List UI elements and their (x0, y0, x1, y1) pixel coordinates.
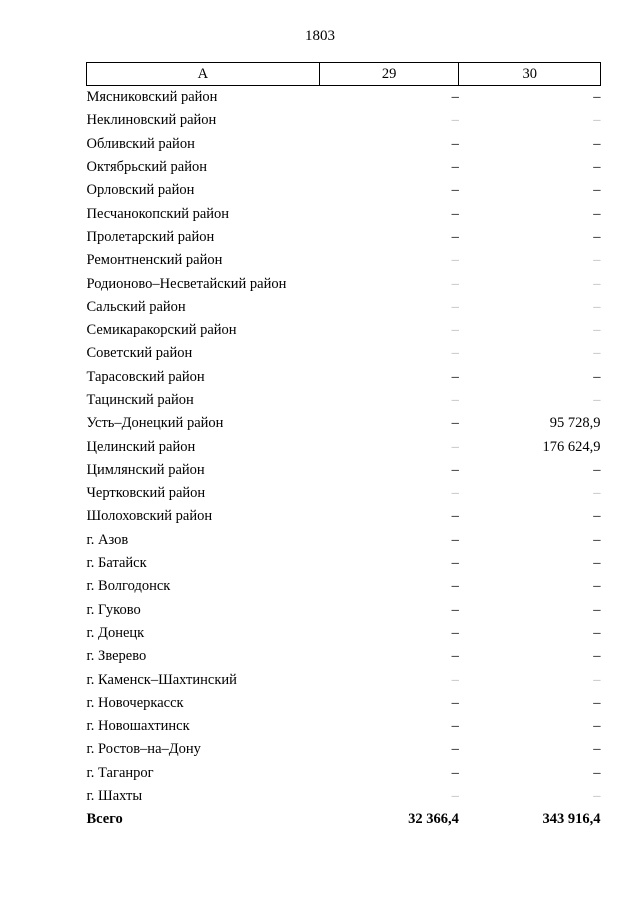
cell-col-30: – (593, 322, 601, 339)
cell-col-29: – (451, 298, 459, 315)
header-col-30: 30 (459, 63, 601, 86)
cell-col-29: – (451, 764, 459, 781)
row-name: Песчанокопский район (86, 205, 230, 222)
row-name: Обливский район (86, 135, 195, 152)
cell-col-29: – (451, 578, 459, 595)
row-name: Пролетарский район (86, 228, 215, 245)
cell-col-30: – (593, 485, 601, 502)
table-row (87, 389, 601, 412)
table-row (87, 226, 601, 249)
cell-col-30: – (593, 298, 601, 315)
cell-col-30: – (593, 555, 601, 572)
table-row (87, 762, 601, 785)
table-row (87, 202, 601, 225)
row-name: Ремонтненский район (86, 252, 223, 269)
cell-col-29: – (451, 485, 459, 502)
table-row (87, 715, 601, 738)
row-name: г. Новошахтинск (86, 718, 190, 735)
cell-col-29: – (451, 322, 459, 339)
cell-col-29: – (451, 555, 459, 572)
cell-col-30: – (593, 648, 601, 665)
cell-col-29: – (451, 601, 459, 618)
page-number: 1803 (305, 28, 335, 44)
row-name: г. Волгодонск (86, 578, 171, 595)
cell-col-30: – (593, 252, 601, 269)
cell-col-29: – (451, 671, 459, 688)
cell-col-29: – (451, 694, 459, 711)
cell-col-30: – (593, 531, 601, 548)
cell-col-30: – (593, 741, 601, 758)
table-row (87, 366, 601, 389)
cell-col-29: – (451, 368, 459, 385)
header-col-29: 29 (319, 63, 459, 86)
total-col-30: 343 916,4 (542, 811, 601, 828)
row-name: Шолоховский район (86, 508, 213, 525)
cell-col-29: – (451, 205, 459, 222)
table-row (87, 435, 601, 458)
cell-col-29: – (451, 648, 459, 665)
cell-col-30: – (593, 601, 601, 618)
cell-col-29: – (451, 392, 459, 408)
table-row (87, 645, 601, 668)
table-row (87, 272, 601, 295)
cell-col-30: – (593, 788, 601, 805)
row-name: Усть–Донецкий район (86, 415, 224, 432)
cell-col-29: – (451, 718, 459, 735)
table-row (87, 342, 601, 365)
table-row (87, 505, 601, 528)
total-row (87, 808, 601, 831)
cell-col-29: – (451, 345, 459, 362)
cell-col-29: – (451, 531, 459, 548)
table-row (87, 319, 601, 342)
cell-col-29: – (451, 461, 459, 478)
cell-col-29: – (451, 135, 459, 152)
table-row (87, 552, 601, 575)
cell-col-30: – (593, 112, 601, 129)
row-name: Тарасовский район (86, 368, 205, 385)
cell-col-29: – (451, 508, 459, 525)
cell-col-30: – (593, 89, 601, 106)
table-row (87, 692, 601, 715)
table-row (87, 249, 601, 272)
table-row (87, 133, 601, 156)
row-name: Сальский район (86, 298, 186, 315)
cell-col-30: – (593, 182, 601, 199)
table-row (87, 738, 601, 761)
table-row (87, 179, 601, 202)
row-name: г. Ростов–на–Дону (86, 741, 201, 758)
row-name: Орловский район (86, 182, 195, 199)
cell-col-29: – (451, 252, 459, 269)
total-label: Всего (86, 811, 123, 828)
row-name: Цимлянский район (86, 461, 205, 478)
cell-col-29: – (451, 228, 459, 245)
cell-col-30: – (593, 368, 601, 385)
row-name: Мясниковский район (86, 89, 218, 106)
cell-col-30: – (593, 205, 601, 222)
row-name: Родионово–Несветайский район (86, 275, 287, 292)
table-row (87, 109, 601, 132)
table-row (87, 156, 601, 179)
cell-col-30: 95 728,9 (549, 415, 601, 432)
cell-col-29: – (451, 159, 459, 176)
table-row (87, 599, 601, 622)
table-row (87, 412, 601, 435)
row-name: г. Новочеркасск (86, 694, 184, 711)
table-row (87, 785, 601, 808)
row-name: г. Таганрог (86, 764, 154, 781)
cell-col-29: – (451, 438, 459, 455)
cell-col-30: – (593, 671, 601, 688)
cell-col-29: – (451, 275, 459, 292)
table-header (87, 63, 601, 86)
row-name: Целинский район (86, 438, 196, 455)
row-name: Семикаракорский район (86, 322, 237, 339)
cell-col-29: – (451, 788, 459, 805)
table-body (87, 86, 601, 832)
cell-col-30: 176 624,9 (542, 438, 601, 455)
cell-col-30: – (593, 159, 601, 176)
table-row (87, 86, 601, 110)
header-col-a: А (87, 63, 320, 86)
row-name: г. Зверево (86, 648, 147, 665)
total-col-29: 32 366,4 (408, 811, 459, 828)
row-name: г. Каменск–Шахтинский (86, 671, 237, 688)
cell-col-29: – (451, 741, 459, 758)
cell-col-30: – (593, 345, 601, 362)
row-name: Октябрьский район (86, 159, 207, 176)
cell-col-29: – (451, 112, 459, 129)
cell-col-29: – (451, 624, 459, 641)
row-name: г. Азов (86, 531, 129, 548)
table-row (87, 668, 601, 691)
cell-col-30: – (593, 718, 601, 735)
cell-col-30: – (593, 135, 601, 152)
cell-col-30: – (593, 508, 601, 525)
cell-col-30: – (593, 764, 601, 781)
table-row (87, 575, 601, 598)
row-name: Советский район (86, 345, 193, 362)
row-name: г. Шахты (86, 788, 143, 805)
table-row (87, 296, 601, 319)
table-row (87, 622, 601, 645)
row-name: Неклиновский район (86, 112, 217, 129)
cell-col-30: – (593, 461, 601, 478)
cell-col-30: – (593, 392, 601, 408)
row-name: Чертковский район (86, 485, 206, 502)
row-name: Тацинский район (86, 392, 194, 408)
table-row (87, 482, 601, 505)
row-name: г. Батайск (86, 555, 147, 572)
row-name: г. Гуково (86, 601, 141, 618)
cell-col-29: – (451, 415, 459, 432)
row-name: г. Донецк (86, 624, 145, 641)
cell-col-30: – (593, 578, 601, 595)
cell-col-30: – (593, 694, 601, 711)
cell-col-30: – (593, 228, 601, 245)
table-row (87, 459, 601, 482)
cell-col-29: – (451, 182, 459, 199)
table-row (87, 529, 601, 552)
data-table (86, 62, 601, 832)
cell-col-30: – (593, 275, 601, 292)
cell-col-29: – (451, 89, 459, 106)
cell-col-30: – (593, 624, 601, 641)
